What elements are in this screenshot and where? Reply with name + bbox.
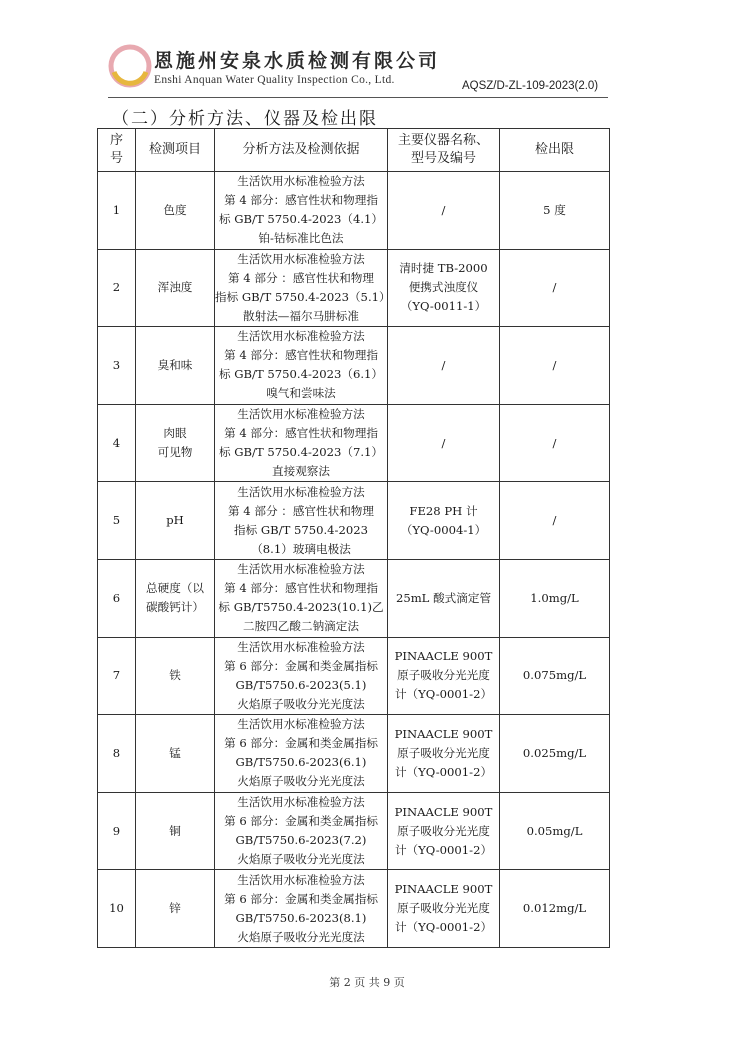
col-no-header bbox=[98, 129, 136, 172]
table-row bbox=[98, 172, 610, 250]
analysis-method-line: 生活饮用水标准检验方法 bbox=[237, 639, 365, 654]
header-text: 分析方法及检测依据 bbox=[242, 142, 360, 157]
section-title: （二）分析方法、仪器及检出限 bbox=[112, 109, 378, 129]
header-text: 型号及编号 bbox=[410, 151, 476, 166]
analysis-method-line: GB/T5750.6-2023(7.2) bbox=[235, 833, 367, 848]
analysis-method-line: 第 4 部分 ：感官性状和物理 bbox=[228, 503, 374, 518]
test-item bbox=[136, 404, 215, 482]
table-header-row bbox=[98, 129, 610, 172]
instrument-line: 原子吸收分光光度 bbox=[397, 823, 490, 838]
analysis-method-line: 生活饮用水标准检验方法 bbox=[237, 872, 365, 887]
logo-arc bbox=[114, 72, 146, 83]
test-item-line: 锌 bbox=[169, 901, 181, 916]
instrument-line: 计（YQ-0001-2） bbox=[394, 687, 493, 702]
row-number: 8 bbox=[98, 715, 136, 793]
row-number: 2 bbox=[98, 249, 136, 327]
row-number: 4 bbox=[98, 404, 136, 482]
methods-table bbox=[97, 128, 610, 948]
test-item bbox=[136, 637, 215, 715]
test-item-line: 浑浊度 bbox=[157, 280, 193, 295]
analysis-method bbox=[215, 327, 388, 405]
analysis-method bbox=[215, 559, 388, 637]
analysis-method-line: 标 GB/T 5750.4-2023（6.1） bbox=[219, 367, 383, 382]
header-divider bbox=[108, 97, 608, 98]
instrument bbox=[388, 404, 500, 482]
analysis-method bbox=[215, 404, 388, 482]
header-text: 检测项目 bbox=[148, 142, 201, 157]
analysis-method-line: 火焰原子吸收分光光度法 bbox=[237, 929, 365, 944]
instrument-line: PINAACLE 900T bbox=[394, 649, 493, 664]
table-row bbox=[98, 482, 610, 560]
table-row bbox=[98, 637, 610, 715]
instrument-line: 计（YQ-0001-2） bbox=[394, 764, 493, 779]
col-method-header bbox=[215, 129, 388, 172]
analysis-method bbox=[215, 249, 391, 327]
table-row bbox=[98, 715, 610, 793]
analysis-method-line: 生活饮用水标准检验方法 bbox=[237, 251, 365, 266]
page-footer: 第 2 页 共 9 页 bbox=[329, 976, 405, 989]
test-item-line: pH bbox=[166, 513, 184, 528]
instrument-line: 原子吸收分光光度 bbox=[397, 668, 490, 683]
instrument-line: （YQ-0004-1） bbox=[400, 522, 487, 537]
analysis-method-line: 生活饮用水标准检验方法 bbox=[237, 174, 365, 189]
analysis-method-line: GB/T5750.6-2023(6.1) bbox=[235, 755, 367, 770]
instrument-line: 原子吸收分光光度 bbox=[397, 901, 490, 916]
table-row bbox=[98, 870, 610, 948]
detection-limit: 1.0mg/L bbox=[500, 559, 610, 637]
instrument bbox=[388, 792, 500, 870]
document-code: AQSZ/D-ZL-109-2023(2.0) bbox=[462, 80, 599, 92]
company-logo-icon bbox=[108, 44, 152, 88]
logo-center bbox=[122, 56, 138, 72]
analysis-method-line: 火焰原子吸收分光光度法 bbox=[237, 696, 365, 711]
row-number: 5 bbox=[98, 482, 136, 560]
analysis-method bbox=[215, 637, 388, 715]
analysis-method-line: （8.1）玻璃电极法 bbox=[251, 541, 351, 556]
table-body bbox=[98, 172, 610, 948]
analysis-method-line: 直接观察法 bbox=[272, 464, 330, 479]
test-item bbox=[136, 482, 215, 560]
instrument-line: 原子吸收分光光度 bbox=[397, 745, 490, 760]
analysis-method-line: 嗅气和尝味法 bbox=[266, 386, 336, 401]
analysis-method-line: 火焰原子吸收分光光度法 bbox=[237, 774, 365, 789]
analysis-method-line: 第 4 部分：感官性状和物理指 bbox=[224, 193, 378, 208]
instrument-line: / bbox=[441, 357, 446, 372]
row-number: 9 bbox=[98, 792, 136, 870]
instrument-line: PINAACLE 900T bbox=[394, 804, 493, 819]
header-text: 号 bbox=[109, 151, 123, 166]
col-instrument-header bbox=[388, 129, 500, 172]
col-limit-header bbox=[500, 129, 610, 172]
analysis-method-line: 第 6 部分：金属和类金属指标 bbox=[224, 658, 378, 673]
analysis-method bbox=[215, 870, 388, 948]
instrument bbox=[388, 715, 500, 793]
analysis-method-line: 第 4 部分：感官性状和物理指 bbox=[224, 581, 378, 596]
header-text: 检出限 bbox=[534, 142, 574, 157]
instrument bbox=[388, 327, 500, 405]
detection-limit: 0.025mg/L bbox=[500, 715, 610, 793]
analysis-method-line: 生活饮用水标准检验方法 bbox=[237, 717, 365, 732]
test-item-line: 铁 bbox=[169, 668, 181, 683]
detection-limit: 0.075mg/L bbox=[500, 637, 610, 715]
detection-limit: 0.012mg/L bbox=[500, 870, 610, 948]
analysis-method-line: GB/T5750.6-2023(5.1) bbox=[235, 677, 367, 692]
analysis-method-line: 指标 GB/T 5750.4-2023（5.1） bbox=[215, 289, 391, 304]
analysis-method-line: 标 GB/T 5750.4-2023（7.1） bbox=[219, 445, 383, 460]
instrument-line: 计（YQ-0001-2） bbox=[394, 842, 493, 857]
analysis-method-line: 第 6 部分：金属和类金属指标 bbox=[224, 891, 378, 906]
analysis-method-line: 二胺四乙酸二钠滴定法 bbox=[243, 619, 359, 634]
instrument bbox=[388, 249, 500, 327]
company-name-en: Enshi Anquan Water Quality Inspection Co., Ltd. bbox=[154, 74, 395, 86]
col-item-header bbox=[136, 129, 215, 172]
analysis-method-line: 第 6 部分：金属和类金属指标 bbox=[224, 814, 378, 829]
test-item-line: 锰 bbox=[169, 745, 181, 760]
test-item bbox=[136, 327, 215, 405]
detection-limit: / bbox=[500, 404, 610, 482]
analysis-method-line: 铂-钴标准比色法 bbox=[258, 231, 344, 246]
row-number: 3 bbox=[98, 327, 136, 405]
row-number: 6 bbox=[98, 559, 136, 637]
analysis-method-line: 指标 GB/T 5750.4-2023 bbox=[234, 522, 368, 537]
table-row bbox=[98, 792, 610, 870]
instrument-line: PINAACLE 900T bbox=[394, 882, 493, 897]
instrument-line: 计（YQ-0001-2） bbox=[394, 920, 493, 935]
test-item-line: 铜 bbox=[169, 823, 181, 838]
analysis-method bbox=[215, 482, 388, 560]
instrument-line: PINAACLE 900T bbox=[394, 726, 493, 741]
analysis-method-line: 散射法—福尔马肼标准 bbox=[243, 308, 359, 323]
table-row bbox=[98, 559, 610, 637]
analysis-method-line: 火焰原子吸收分光光度法 bbox=[237, 852, 365, 867]
test-item bbox=[136, 870, 215, 948]
instrument bbox=[388, 870, 500, 948]
test-item-line: 可见物 bbox=[157, 445, 193, 460]
analysis-method-line: 生活饮用水标准检验方法 bbox=[237, 407, 365, 422]
analysis-method-line: 生活饮用水标准检验方法 bbox=[237, 562, 365, 577]
instrument-line: / bbox=[441, 202, 446, 217]
analysis-method-line: 生活饮用水标准检验方法 bbox=[237, 484, 365, 499]
instrument bbox=[388, 482, 500, 560]
test-item-line: 色度 bbox=[163, 202, 187, 217]
company-name-cn: 恩施州安泉水质检测有限公司 bbox=[154, 50, 441, 72]
test-item bbox=[136, 559, 215, 637]
test-item bbox=[136, 792, 215, 870]
detection-limit: / bbox=[500, 249, 610, 327]
instrument-line: 便携式浊度仪 bbox=[408, 280, 479, 295]
test-item-line: 臭和味 bbox=[157, 357, 193, 372]
row-number: 7 bbox=[98, 637, 136, 715]
test-item bbox=[136, 249, 215, 327]
instrument-line: 清时捷 TB-2000 bbox=[399, 261, 488, 276]
detection-limit: / bbox=[500, 327, 610, 405]
analysis-method-line: 生活饮用水标准检验方法 bbox=[237, 329, 365, 344]
analysis-method-line: 第 6 部分：金属和类金属指标 bbox=[224, 736, 378, 751]
instrument-line: / bbox=[441, 435, 446, 450]
row-number: 1 bbox=[98, 172, 136, 250]
instrument bbox=[388, 172, 500, 250]
analysis-method-line: 第 4 部分 ：感官性状和物理 bbox=[228, 270, 374, 285]
detection-limit: 0.05mg/L bbox=[500, 792, 610, 870]
instrument-line: 25mL 酸式滴定管 bbox=[395, 590, 492, 605]
analysis-method bbox=[215, 792, 388, 870]
test-item-line: 碳酸钙计） bbox=[146, 600, 204, 615]
instrument bbox=[388, 559, 500, 637]
header-text: 主要仪器名称、 bbox=[397, 133, 489, 148]
analysis-method-line: GB/T5750.6-2023(8.1) bbox=[235, 910, 367, 925]
test-item bbox=[136, 172, 215, 250]
instrument-line: FE28 PH 计 bbox=[409, 503, 478, 518]
analysis-method-line: 标 GB/T 5750.4-2023（4.1） bbox=[219, 212, 383, 227]
detection-limit: / bbox=[500, 482, 610, 560]
table-row bbox=[98, 249, 610, 327]
table-row bbox=[98, 404, 610, 482]
instrument bbox=[388, 637, 500, 715]
analysis-method bbox=[215, 715, 388, 793]
test-item-line: 总硬度（以 bbox=[146, 581, 204, 596]
test-item-line: 肉眼 bbox=[163, 426, 187, 441]
test-item bbox=[136, 715, 215, 793]
analysis-method-line: 第 4 部分：感官性状和物理指 bbox=[224, 348, 378, 363]
analysis-method-line: 生活饮用水标准检验方法 bbox=[237, 795, 365, 810]
table-row bbox=[98, 327, 610, 405]
detection-limit: 5 度 bbox=[500, 172, 610, 250]
analysis-method-line: 标 GB/T5750.4-2023(10.1)乙 bbox=[218, 600, 384, 615]
analysis-method bbox=[215, 172, 388, 250]
header-text: 序 bbox=[109, 133, 123, 148]
row-number: 10 bbox=[98, 870, 136, 948]
analysis-method-line: 第 4 部分：感官性状和物理指 bbox=[224, 426, 378, 441]
instrument-line: （YQ-0011-1） bbox=[400, 299, 487, 314]
